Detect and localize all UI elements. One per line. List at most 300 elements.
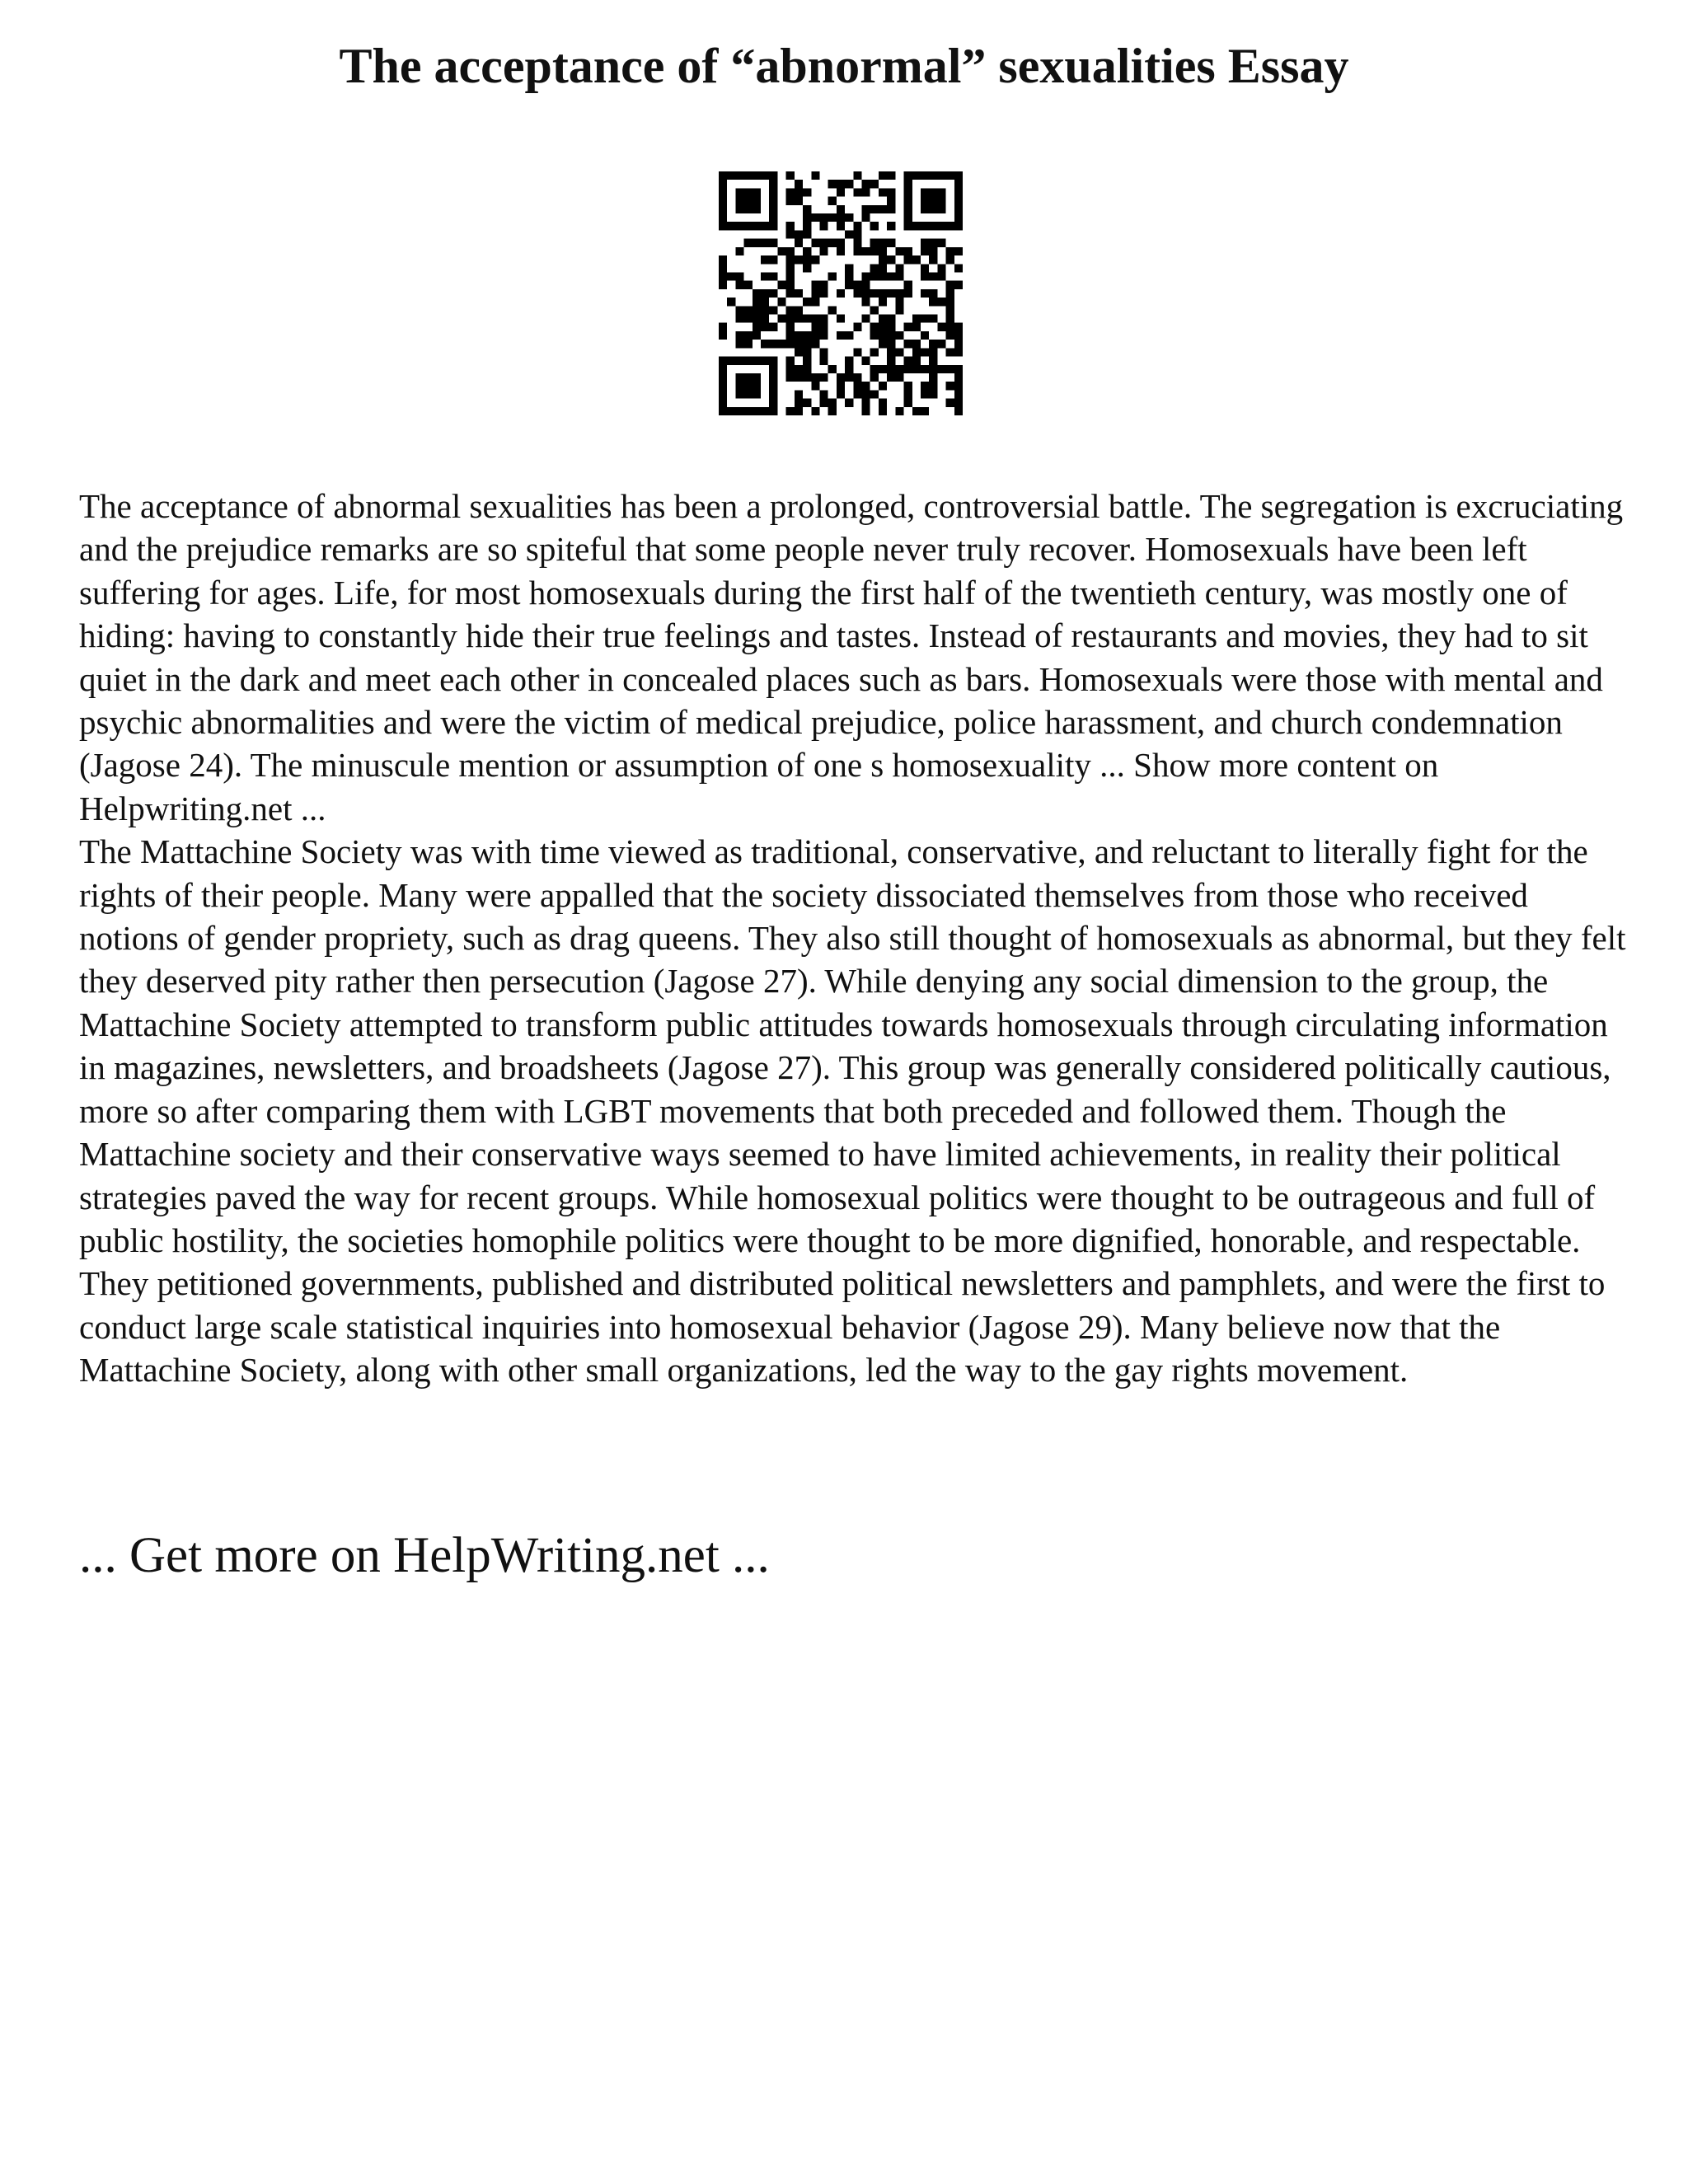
qr-module xyxy=(879,340,887,348)
qr-module xyxy=(904,399,912,407)
qr-module xyxy=(870,272,879,280)
qr-module xyxy=(735,340,743,348)
qr-module xyxy=(862,272,870,280)
qr-module xyxy=(769,239,777,247)
qr-module xyxy=(811,331,819,340)
qr-module xyxy=(761,323,769,331)
qr-module xyxy=(887,331,895,340)
qr-module xyxy=(929,255,937,264)
qr-module xyxy=(954,373,963,382)
qr-module xyxy=(753,315,761,323)
qr-module xyxy=(761,298,769,306)
qr-module xyxy=(862,399,870,407)
qr-module xyxy=(761,239,769,247)
qr-module xyxy=(862,180,870,188)
qr-module xyxy=(719,255,727,264)
qr-module xyxy=(803,298,811,306)
qr-module xyxy=(786,255,795,264)
qr-module xyxy=(921,272,929,280)
qr-module xyxy=(777,281,785,289)
qr-module xyxy=(811,281,819,289)
qr-module xyxy=(870,180,879,188)
qr-module xyxy=(954,340,963,348)
qr-module xyxy=(803,247,811,255)
qr-module xyxy=(795,315,803,323)
qr-module xyxy=(862,407,870,415)
qr-module xyxy=(845,213,853,222)
qr-module xyxy=(811,323,819,331)
qr-module xyxy=(921,264,929,272)
qr-module xyxy=(946,306,954,314)
qr-module xyxy=(954,331,963,340)
qr-module xyxy=(946,289,954,298)
qr-module xyxy=(853,348,861,356)
qr-module xyxy=(862,357,870,365)
qr-module xyxy=(904,323,912,331)
qr-module xyxy=(845,373,853,382)
qr-module xyxy=(904,382,912,390)
qr-module xyxy=(887,239,895,247)
qr-module xyxy=(912,315,921,323)
qr-module xyxy=(912,340,921,348)
qr-module xyxy=(769,340,777,348)
qr-module xyxy=(777,340,785,348)
qr-module xyxy=(761,289,769,298)
qr-module xyxy=(819,222,828,230)
qr-module xyxy=(795,365,803,373)
qr-module xyxy=(862,315,870,323)
qr-module xyxy=(887,348,895,356)
qr-module xyxy=(862,382,870,390)
qr-module xyxy=(921,315,929,323)
qr-module xyxy=(954,264,963,272)
qr-module xyxy=(954,348,963,356)
qr-module xyxy=(921,239,929,247)
qr-module xyxy=(786,230,795,238)
qr-module xyxy=(912,407,921,415)
qr-module xyxy=(819,390,828,398)
qr-module xyxy=(929,390,937,398)
qr-module xyxy=(937,323,945,331)
qr-module xyxy=(879,264,887,272)
qr-module xyxy=(803,205,811,213)
qr-module xyxy=(946,331,954,340)
qr-module xyxy=(862,289,870,298)
qr-module xyxy=(853,281,861,289)
qr-module xyxy=(937,272,945,280)
qr-module xyxy=(879,365,887,373)
qr-module xyxy=(837,315,845,323)
qr-module xyxy=(895,373,903,382)
qr-module xyxy=(828,180,837,188)
qr-module xyxy=(819,331,828,340)
qr-module xyxy=(862,188,870,196)
page-title: The acceptance of “abnormal” sexualities Essay xyxy=(339,39,1349,93)
qr-module xyxy=(870,205,879,213)
qr-module xyxy=(879,239,887,247)
qr-module xyxy=(937,298,945,306)
qr-module xyxy=(870,239,879,247)
qr-module xyxy=(803,213,811,222)
qr-module xyxy=(837,331,845,340)
qr-module xyxy=(837,247,845,255)
qr-module xyxy=(870,306,879,314)
qr-module xyxy=(803,315,811,323)
qr-module xyxy=(727,298,735,306)
qr-module xyxy=(879,399,887,407)
qr-module xyxy=(870,323,879,331)
qr-module xyxy=(803,230,811,238)
qr-module xyxy=(811,298,819,306)
qr-module xyxy=(895,365,903,373)
qr-module xyxy=(870,247,879,255)
qr-module xyxy=(862,247,870,255)
qr-module xyxy=(870,365,879,373)
qr-module xyxy=(845,230,853,238)
qr-module xyxy=(803,264,811,272)
qr-module xyxy=(879,331,887,340)
qr-module xyxy=(786,331,795,340)
qr-module xyxy=(954,323,963,331)
qr-module xyxy=(803,340,811,348)
qr-module xyxy=(845,281,853,289)
qr-module xyxy=(786,357,795,365)
qr-module xyxy=(786,323,795,331)
qr-module xyxy=(946,281,954,289)
qr-module xyxy=(837,239,845,247)
qr-module xyxy=(946,247,954,255)
qr-module xyxy=(837,222,845,230)
qr-module xyxy=(819,315,828,323)
qr-module xyxy=(904,357,912,365)
qr-module xyxy=(853,373,861,382)
qr-module xyxy=(921,348,929,356)
qr-module xyxy=(954,390,963,398)
qr-module xyxy=(795,239,803,247)
qr-module xyxy=(803,373,811,382)
qr-module xyxy=(719,264,727,272)
qr-module xyxy=(895,331,903,340)
qr-module xyxy=(870,289,879,298)
qr-module xyxy=(769,289,777,298)
qr-module xyxy=(895,348,903,356)
qr-module xyxy=(795,390,803,398)
qr-module xyxy=(819,247,828,255)
qr-module xyxy=(954,407,963,415)
qr-module xyxy=(929,315,937,323)
qr-module xyxy=(862,281,870,289)
qr-module xyxy=(946,348,954,356)
qr-module xyxy=(735,315,743,323)
qr-module xyxy=(895,272,903,280)
qr-module xyxy=(786,407,795,415)
qr-module xyxy=(795,197,803,205)
qr-module xyxy=(862,390,870,398)
qr-module xyxy=(895,264,903,272)
qr-module xyxy=(879,298,887,306)
qr-module xyxy=(904,255,912,264)
qr-module xyxy=(795,399,803,407)
qr-module xyxy=(904,340,912,348)
qr-module xyxy=(753,306,761,314)
qr-module xyxy=(912,365,921,373)
qr-module xyxy=(887,340,895,348)
qr-module xyxy=(870,373,879,382)
qr-module xyxy=(719,272,727,280)
qr-module xyxy=(946,255,954,264)
qr-module xyxy=(879,382,887,390)
qr-module xyxy=(828,239,837,247)
qr-module xyxy=(837,205,845,213)
qr-module xyxy=(795,407,803,415)
qr-module xyxy=(887,365,895,373)
qr-module xyxy=(954,247,963,255)
qr-module xyxy=(786,289,795,298)
qr-module xyxy=(929,247,937,255)
qr-module xyxy=(819,213,828,222)
qr-module xyxy=(929,373,937,382)
qr-module xyxy=(819,239,828,247)
qr-module xyxy=(853,289,861,298)
qr-module xyxy=(887,197,895,205)
qr-module xyxy=(753,239,761,247)
qr-module xyxy=(795,255,803,264)
qr-module xyxy=(946,323,954,331)
qr-module xyxy=(870,331,879,340)
qr-module xyxy=(921,382,929,390)
qr-module xyxy=(795,340,803,348)
qr-module xyxy=(795,188,803,196)
qr-module xyxy=(887,357,895,365)
qr-module xyxy=(811,255,819,264)
qr-module xyxy=(954,399,963,407)
qr-module xyxy=(879,272,887,280)
qr-module xyxy=(819,399,828,407)
qr-module xyxy=(811,340,819,348)
qr-module xyxy=(803,399,811,407)
qr-module xyxy=(904,281,912,289)
qr-module xyxy=(803,348,811,356)
qr-module xyxy=(811,315,819,323)
qr-module xyxy=(845,357,853,365)
qr-module xyxy=(912,255,921,264)
essay-body xyxy=(79,485,1629,1392)
qr-module xyxy=(879,205,887,213)
qr-module xyxy=(786,272,795,280)
qr-module xyxy=(735,281,743,289)
qr-module xyxy=(879,323,887,331)
qr-module xyxy=(862,298,870,306)
qr-module xyxy=(735,331,743,340)
qr-module xyxy=(744,340,753,348)
qr-module xyxy=(786,306,795,314)
qr-module xyxy=(753,331,761,340)
qr-module xyxy=(795,230,803,238)
qr-module xyxy=(819,357,828,365)
qr-module xyxy=(769,272,777,280)
qr-module xyxy=(803,331,811,340)
qr-module xyxy=(828,399,837,407)
qr-module xyxy=(735,306,743,314)
qr-module xyxy=(828,213,837,222)
qr-module xyxy=(879,315,887,323)
qr-module xyxy=(811,382,819,390)
qr-module xyxy=(954,281,963,289)
qr-module xyxy=(786,197,795,205)
qr-module xyxy=(786,247,795,255)
qr-module xyxy=(887,323,895,331)
qr-module xyxy=(887,373,895,382)
qr-module xyxy=(946,315,954,323)
qr-module xyxy=(921,247,929,255)
qr-module xyxy=(828,306,837,314)
qr-module xyxy=(870,222,879,230)
qr-module xyxy=(929,348,937,356)
qr-module xyxy=(879,188,887,196)
qr-module xyxy=(937,239,945,247)
qr-module xyxy=(777,298,785,306)
qr-module xyxy=(837,213,845,222)
qr-module xyxy=(929,289,937,298)
qr-module xyxy=(895,289,903,298)
qr-module xyxy=(811,373,819,382)
qr-module xyxy=(853,171,861,180)
qr-module xyxy=(929,272,937,280)
qr-module xyxy=(786,188,795,196)
qr-module xyxy=(744,306,753,314)
qr-module xyxy=(929,365,937,373)
qr-module xyxy=(853,188,861,196)
qr-module xyxy=(887,272,895,280)
qr-module xyxy=(786,373,795,382)
qr-module xyxy=(819,289,828,298)
qr-module xyxy=(946,382,954,390)
qr-module xyxy=(761,315,769,323)
qr-module xyxy=(879,289,887,298)
qr-module xyxy=(819,323,828,331)
qr-module xyxy=(811,407,819,415)
qr-module xyxy=(895,306,903,314)
qr-module xyxy=(837,390,845,398)
qr-module xyxy=(719,281,727,289)
qr-module xyxy=(887,255,895,264)
get-more-link[interactable]: ... Get more on HelpWriting.net ... xyxy=(79,1528,770,1583)
qr-module xyxy=(853,230,861,238)
essay-paragraph-1: The acceptance of abnormal sexualities has been a prolonged, controversial battle. The segregation is excruciating and the prejudice remarks are so spiteful that some people never truly recover. Homosexuals have been left suffering for ages. Life, for most homosexuals during the first half of the twentieth century, was mostly one of hiding: having to constantly hide their true feelings and tastes. Instead of restaurants and movies, they had to sit quiet in the dark and meet each other in concealed places such as bars. Homosexuals were those with mental and psychic abnormalities and were the victim of medical prejudice, police harassment, and church condemnation (Jagose 24). The minuscule mention or assumption of one s homosexuality ... Show more content on Helpwriting.net ... xyxy=(79,487,1624,827)
qr-module xyxy=(803,357,811,365)
qr-module xyxy=(795,306,803,314)
qr-module xyxy=(811,289,819,298)
essay-paragraph-2: The Mattachine Society was with time viewed as traditional, conservative, and reluctant to literally fight for the rights of their people. Many were appalled that the society dissociated themselves from those who received notions of gender propriety, such as drag queens. They also still thought of homosexuals as abnormal, but they felt they deserved pity rather then persecution (Jagose 27). While denying any social dimension to the group, the Mattachine Society attempted to transform public attitudes towards homosexuals through circulating information in magazines, newsletters, and broadsheets (Jagose 27). This group was generally considered politically cautious, more so after comparing them with LGBT movements that both preceded and followed them. Though the Mattachine society and their conservative ways seemed to have limited achievements, in reality their political strategies paved the way for recent groups. While homosexual politics were thought to be outrageous and full of public hostility, the societies homophile politics were thought to be more dignified, honorable, and respectable. They petitioned governments, published and distributed political newsletters and pamphlets, and were the first to conduct large scale statistical inquiries into homosexual behavior (Jagose 29). Many believe now that the Mattachine Society, along with other small organizations, led the way to the gay rights movement. xyxy=(79,832,1626,1390)
qr-module xyxy=(777,247,785,255)
qr-module xyxy=(929,382,937,390)
qr-module xyxy=(795,373,803,382)
qr-module xyxy=(719,323,727,331)
qr-module xyxy=(929,340,937,348)
qr-module xyxy=(879,407,887,415)
qr-module xyxy=(761,272,769,280)
qr-module xyxy=(845,272,853,280)
qr-module xyxy=(786,171,795,180)
qr-module xyxy=(803,188,811,196)
qr-module xyxy=(904,289,912,298)
qr-module xyxy=(803,222,811,230)
qr-module xyxy=(954,365,963,373)
qr-module xyxy=(946,298,954,306)
qr-module xyxy=(803,255,811,264)
qr-module xyxy=(845,399,853,407)
qr-module xyxy=(837,180,845,188)
qr-module xyxy=(819,373,828,382)
qr-module xyxy=(786,365,795,373)
qr-module xyxy=(795,289,803,298)
qr-module xyxy=(819,281,828,289)
qr-module xyxy=(819,348,828,356)
qr-module xyxy=(845,331,853,340)
qr-module xyxy=(719,331,727,340)
qr-module xyxy=(845,365,853,373)
qr-module xyxy=(761,306,769,314)
qr-module xyxy=(895,298,903,306)
qr-module xyxy=(845,180,853,188)
qr-module xyxy=(761,340,769,348)
qr-module xyxy=(929,239,937,247)
qr-module xyxy=(887,222,895,230)
qr-module xyxy=(887,171,895,180)
qr-module xyxy=(912,357,921,365)
qr-module xyxy=(753,323,761,331)
qr-module xyxy=(811,171,819,180)
qr-module xyxy=(937,340,945,348)
qr-module xyxy=(744,331,753,340)
qr-module xyxy=(937,264,945,272)
qr-module xyxy=(921,365,929,373)
qr-module xyxy=(946,365,954,373)
qr-module xyxy=(904,247,912,255)
qr-module xyxy=(929,298,937,306)
qr-module xyxy=(887,205,895,213)
qr-module xyxy=(837,188,845,196)
qr-module xyxy=(870,264,879,272)
qr-module xyxy=(786,264,795,272)
qr-module xyxy=(786,281,795,289)
qr-module xyxy=(895,247,903,255)
qr-module xyxy=(777,315,785,323)
qr-module xyxy=(921,289,929,298)
qr-module xyxy=(744,315,753,323)
qr-module xyxy=(795,331,803,340)
qr-module xyxy=(937,365,945,373)
qr-module xyxy=(786,222,795,230)
qr-module xyxy=(954,382,963,390)
qr-module xyxy=(879,171,887,180)
qr-module xyxy=(853,382,861,390)
qr-module xyxy=(921,331,929,340)
qr-module xyxy=(761,255,769,264)
qr-module xyxy=(853,239,861,247)
qr-module xyxy=(929,357,937,365)
qr-module xyxy=(904,390,912,398)
qr-module xyxy=(837,373,845,382)
qr-module xyxy=(786,315,795,323)
qr-module xyxy=(921,390,929,398)
qr-module xyxy=(753,289,761,298)
qr-module xyxy=(744,281,753,289)
qr-module xyxy=(879,247,887,255)
qr-module xyxy=(870,390,879,398)
qr-module xyxy=(795,348,803,356)
qr-module xyxy=(853,247,861,255)
